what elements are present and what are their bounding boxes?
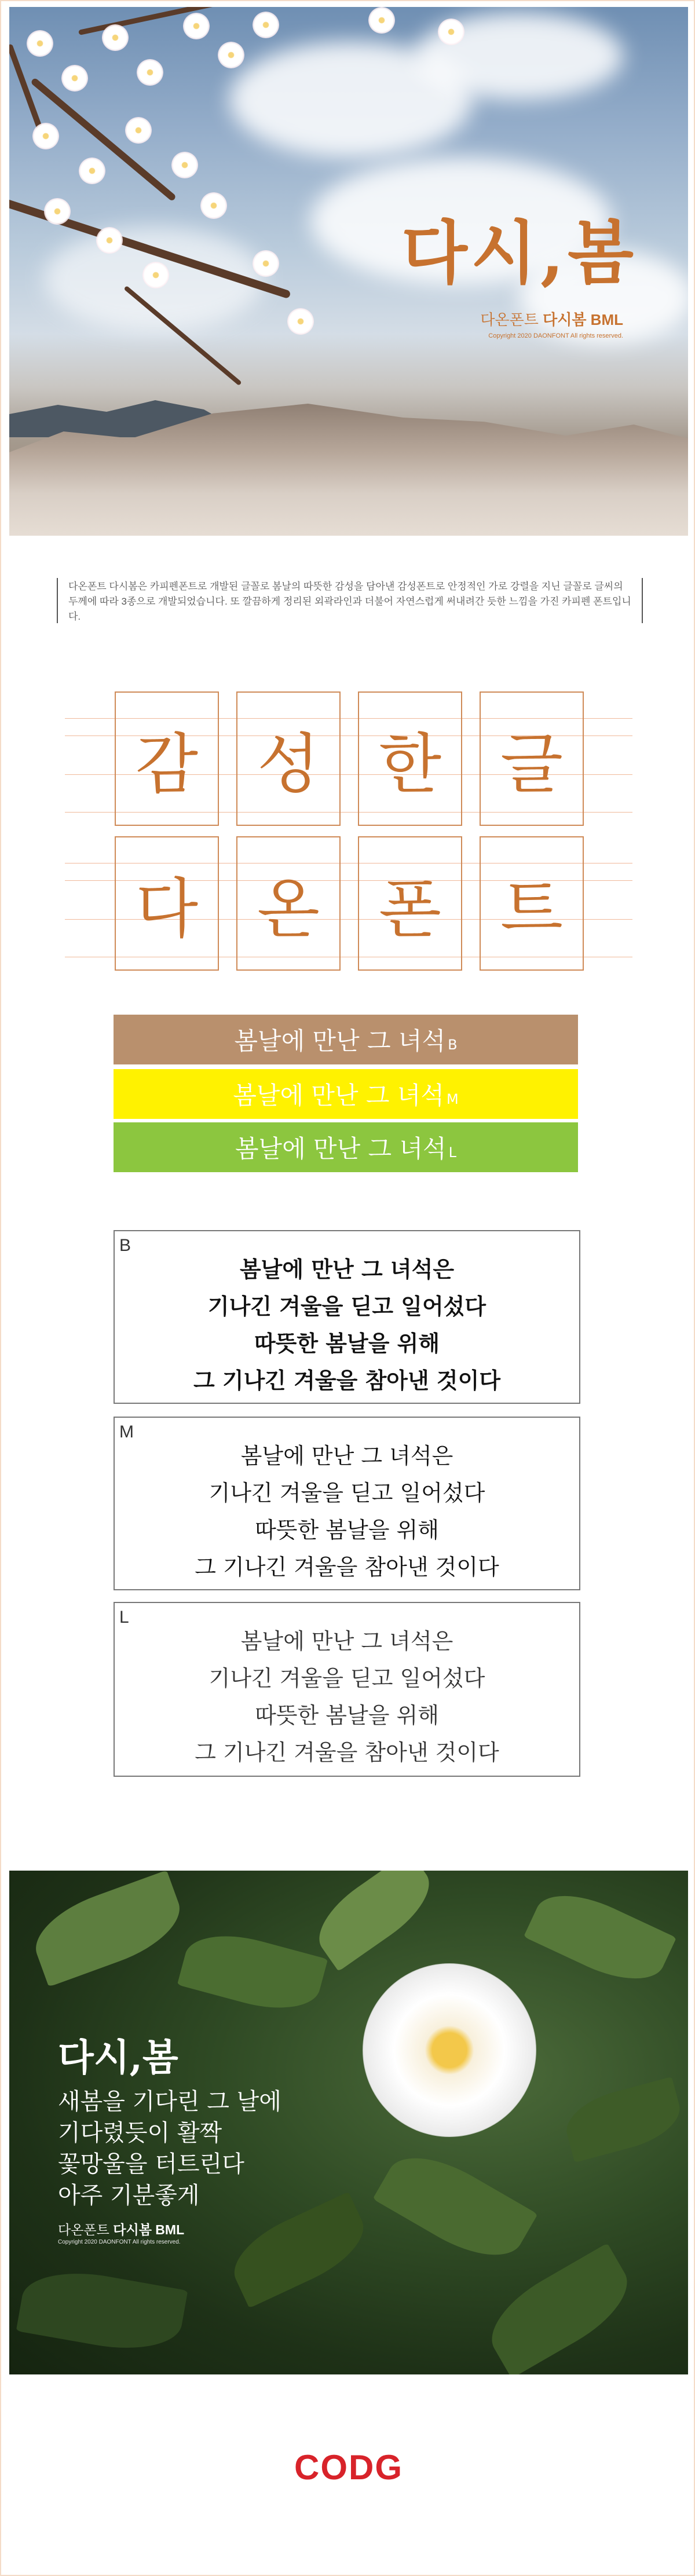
- weight-bar-tag: B: [448, 1037, 458, 1053]
- camellia-photo: [9, 1871, 688, 2374]
- sample-box-bold: [114, 1230, 580, 1404]
- grid-cell: 온: [236, 836, 341, 971]
- weight-bar-medium: [114, 1069, 578, 1119]
- sample-line: 기나긴 겨울을 딛고 일어섰다: [209, 1480, 485, 1506]
- weight-bar-light: [114, 1122, 578, 1172]
- weight-bar-text: 봄날에 만난 그 녀석: [233, 1081, 444, 1110]
- brand-logo: CODG: [294, 2448, 403, 2487]
- sample-line: 따뜻한 봄날을 위해: [254, 1331, 440, 1356]
- photo-poem: [58, 2086, 281, 2211]
- grid-cell: 성: [236, 691, 341, 826]
- sample-line: 기나긴 겨울을 딛고 일어섰다: [209, 1666, 485, 1691]
- sample-line: 봄날에 만난 그 녀석은: [239, 1257, 455, 1282]
- weight-bar-tag: L: [448, 1144, 456, 1161]
- sample-line: 따뜻한 봄날을 위해: [255, 1703, 439, 1728]
- poem-line: 꽃망울을 터트린다: [58, 2151, 244, 2178]
- hero-subtitle-prefix: 다온폰트: [480, 311, 539, 328]
- weight-bar-text: 봄날에 만난 그 녀석: [235, 1135, 447, 1163]
- photo-subtitle-name: 다시봄 BML: [113, 2222, 185, 2237]
- sample-box-light: [114, 1602, 580, 1777]
- hero-subtitle: [480, 308, 623, 330]
- poem-line: 새봄을 기다린 그 날에: [58, 2088, 281, 2115]
- sample-line: 기나긴 겨울을 딛고 일어섰다: [207, 1294, 487, 1319]
- poem-line: 기다렸듯이 활짝: [58, 2120, 222, 2146]
- sample-line: 그 기나긴 겨울을 참아낸 것이다: [193, 1368, 501, 1393]
- grid-cell: 한: [358, 691, 462, 826]
- weight-bar-bold: [114, 1015, 578, 1064]
- sample-line: 봄날에 만난 그 녀석은: [240, 1629, 453, 1654]
- photo-copyright: Copyright 2020 DAONFONT All rights reserved.: [58, 2239, 181, 2245]
- photo-subtitle: [58, 2219, 184, 2238]
- sample-line: 그 기나긴 겨울을 참아낸 것이다: [195, 1554, 499, 1580]
- intro-text: 다온폰트 다시봄은 카피펜폰트로 개발된 글꼴로 봄날의 따뜻한 감성을 담아낸 감성폰트로 안정적인 가로 강렬을 지닌 글꼴로 글씨의 두께에 따라 3종으로 개발되었습니다. 또 깔끔하게 정리된 외곽라인과 더불어 자연스럽게 써내려간 듯한 느낌을 가진 카피펜 폰트입니다.: [57, 578, 643, 623]
- weight-bar-text: 봄날에 만난 그 녀석: [234, 1027, 446, 1055]
- photo-subtitle-prefix: 다온폰트: [58, 2222, 109, 2237]
- hero-title: 다시,봄: [401, 213, 637, 293]
- photo-title: 다시,봄: [58, 2036, 178, 2080]
- sample-line: 봄날에 만난 그 녀석은: [240, 1443, 453, 1469]
- character-grid: [1, 690, 695, 991]
- sample-weight-tag: B: [119, 1236, 131, 1255]
- grid-cell: 감: [115, 691, 219, 826]
- grid-cell: 트: [480, 836, 584, 971]
- sample-box-medium: [114, 1417, 580, 1590]
- grid-cell: 다: [115, 836, 219, 971]
- sample-weight-tag: M: [119, 1422, 134, 1441]
- hero-copyright: Copyright 2020 DAONFONT All rights reserved.: [488, 332, 623, 339]
- grid-cell: 폰: [358, 836, 462, 971]
- sample-line: 그 기나긴 겨울을 참아낸 것이다: [195, 1740, 499, 1765]
- sample-weight-tag: L: [119, 1608, 129, 1627]
- grid-cell: 글: [480, 691, 584, 826]
- hero-subtitle-name: 다시봄 BML: [543, 311, 623, 328]
- hero-photo: [9, 7, 688, 536]
- poem-line: 아주 기분좋게: [58, 2182, 200, 2209]
- sample-line: 따뜻한 봄날을 위해: [255, 1517, 439, 1543]
- weight-bar-tag: M: [446, 1091, 459, 1107]
- camellia-flower: [363, 1963, 536, 2137]
